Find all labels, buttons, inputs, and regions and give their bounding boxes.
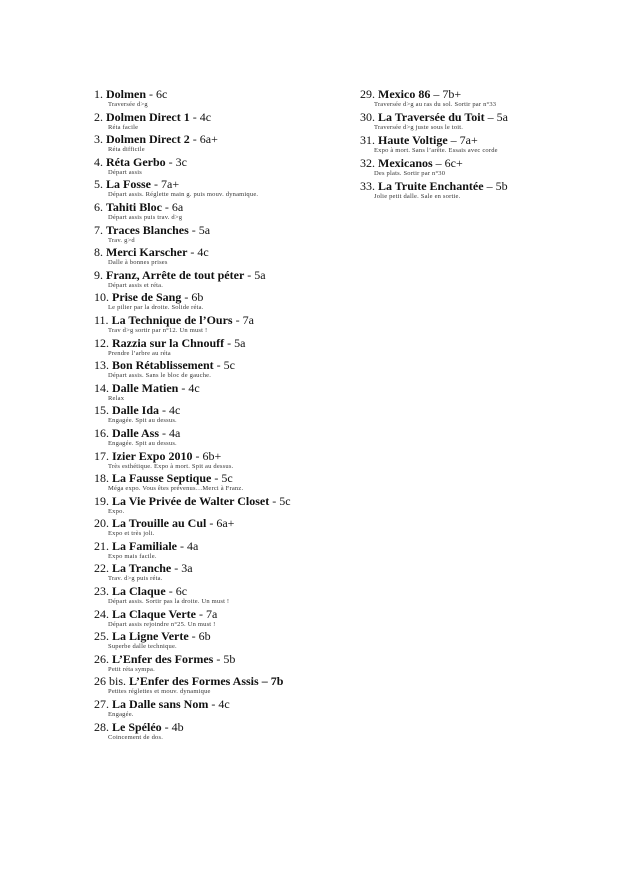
route-description: Superbe dalle technique. (108, 643, 177, 651)
route-separator: – (483, 179, 496, 193)
route-heading (94, 427, 344, 439)
route-grade: 7a (242, 312, 254, 327)
route-number: 32. (360, 156, 375, 170)
route-number: 22. (94, 561, 109, 576)
route-name: La Fausse Septique (112, 471, 212, 486)
route-heading (94, 382, 344, 394)
route-number: 28. (94, 719, 109, 734)
route-grade: 5a (496, 110, 508, 124)
route-heading (94, 404, 344, 416)
route-separator: - (161, 719, 172, 734)
route-name: Traces Blanches (106, 222, 189, 237)
route-heading (94, 178, 344, 190)
route-description: Relax (108, 394, 125, 402)
route-heading (94, 88, 344, 100)
route-heading (94, 224, 344, 236)
route-entry (94, 562, 344, 585)
route-number: 6. (94, 199, 103, 214)
route-entry (94, 291, 344, 314)
route-name: Franz, Arrête de tout péter (106, 267, 245, 282)
route-entry (94, 630, 344, 653)
route-name: La Traversée du Toit (378, 110, 485, 124)
route-name: La Trouille au Cul (112, 516, 207, 531)
route-description: Coincement de dos. (108, 733, 164, 741)
route-grade: 4c (218, 697, 230, 712)
route-heading (94, 337, 344, 349)
route-separator: - (232, 312, 243, 327)
route-name: Merci Karscher (106, 245, 188, 260)
route-number: 21. (94, 538, 109, 553)
route-name: Réta Gerbo (106, 154, 166, 169)
route-number: 16. (94, 425, 109, 440)
route-grade: 4a (169, 425, 181, 440)
route-entry (94, 450, 344, 473)
route-entry (94, 495, 344, 518)
route-grade: 6a (171, 199, 184, 214)
route-separator: - (211, 471, 222, 486)
route-separator: - (224, 335, 235, 350)
route-number: 30. (360, 110, 375, 124)
route-grade: 6a+ (216, 516, 235, 531)
route-grade: 7a+ (161, 177, 180, 192)
route-description: Engagée. (108, 711, 134, 719)
route-entry (94, 156, 344, 179)
route-name: L’Enfer des Formes Assis – 7b (129, 674, 284, 689)
route-separator: - (171, 561, 182, 576)
route-name: Tahiti Bloc (106, 199, 162, 214)
route-entry (94, 133, 344, 156)
route-grade: 4c (188, 380, 200, 395)
route-number: 17. (94, 448, 109, 463)
route-number: 24. (94, 606, 109, 621)
route-heading (94, 472, 344, 484)
route-heading (94, 314, 344, 326)
route-grade: 4c (197, 245, 209, 260)
route-name: Le Spéléo (112, 719, 162, 734)
route-description: Des plats. Sortir par n°30 (374, 170, 446, 177)
route-entry (360, 157, 560, 180)
route-entry (94, 224, 344, 247)
route-description: Très esthétique. Expo à mort. Spit au dessus. (108, 462, 234, 470)
route-name: Dalle Ass (112, 425, 160, 440)
route-heading (94, 721, 344, 733)
route-description: Départ assis. Sans le bloc de gauche. (108, 372, 212, 380)
route-number: 33. (360, 179, 375, 193)
route-grade: 6b (198, 629, 211, 644)
route-grade: 6c (175, 584, 188, 599)
route-name: L’Enfer des Formes (112, 651, 214, 666)
route-grade: 5c (279, 493, 291, 508)
route-heading (94, 675, 344, 687)
route-list-right (360, 88, 560, 203)
route-separator: - (146, 87, 156, 101)
route-description: Départ assis (108, 168, 142, 176)
route-heading (94, 450, 344, 462)
route-entry (94, 201, 344, 224)
route-number: 11. (94, 312, 109, 327)
route-heading (94, 291, 344, 303)
route-grade: 3c (175, 154, 187, 169)
route-name: Haute Voltige (378, 133, 448, 147)
route-name: Dolmen Direct 1 (106, 109, 190, 124)
route-entry (94, 540, 344, 563)
route-number: 18. (94, 471, 109, 486)
route-description: Trav. d>g puis réta. (108, 575, 163, 583)
route-grade: 3a (181, 561, 193, 576)
route-separator: - (213, 651, 224, 666)
route-grade: 5c (221, 471, 233, 486)
route-name: Izier Expo 2010 (112, 448, 193, 463)
route-description: Expo. (108, 507, 125, 515)
route-separator: - (188, 222, 199, 237)
route-name: La Vie Privée de Walter Closet (112, 493, 270, 508)
route-name: La Claque (112, 584, 166, 599)
route-number: 2. (94, 109, 103, 124)
route-number: 3. (94, 132, 103, 147)
route-heading (94, 585, 344, 597)
route-number: 20. (94, 516, 109, 531)
route-grade: 4c (169, 403, 181, 418)
route-grade: 7b+ (442, 87, 462, 101)
route-grade: 5a (254, 267, 266, 282)
route-separator: – (484, 110, 497, 124)
route-grade: 5c (223, 358, 235, 373)
route-separator: - (192, 448, 203, 463)
route-name: La Tranche (112, 561, 172, 576)
route-description: Prendre l’arbre au réta (108, 349, 171, 357)
route-number: 12. (94, 335, 109, 350)
route-separator: - (206, 516, 217, 531)
route-grade: 7a (206, 606, 218, 621)
route-separator: - (165, 584, 176, 599)
route-heading (360, 111, 560, 123)
route-separator: - (189, 132, 200, 147)
route-name: La Dalle sans Nom (112, 697, 209, 712)
route-heading (94, 246, 344, 258)
route-separator: - (159, 403, 170, 418)
route-separator: - (151, 177, 161, 192)
route-separator: - (187, 245, 198, 260)
route-grade: 4a (187, 538, 199, 553)
route-description: Jolie petit dalle. Sale en sortie. (374, 193, 461, 200)
route-description: Expo et très joli. (108, 530, 155, 538)
route-name: La Technique de l’Ours (111, 312, 233, 327)
route-separator: - (208, 697, 219, 712)
route-entry (94, 111, 344, 134)
route-entry (94, 404, 344, 427)
route-number: 9. (94, 267, 103, 282)
route-entry (94, 337, 344, 360)
route-number: 29. (360, 87, 375, 101)
route-entry (94, 382, 344, 405)
route-heading (94, 562, 344, 574)
route-entry (94, 178, 344, 201)
route-name: Dolmen Direct 2 (106, 132, 190, 147)
route-description: Réta difficile (108, 146, 145, 154)
route-entry (94, 585, 344, 608)
route-number: 7. (94, 222, 103, 237)
route-grade: 7a+ (459, 133, 478, 147)
route-number: 31. (360, 133, 375, 147)
route-separator: - (178, 380, 189, 395)
route-separator: - (213, 358, 224, 373)
route-heading (360, 88, 560, 100)
route-description: Réta facile (108, 123, 139, 131)
route-separator: - (188, 629, 199, 644)
route-separator: - (159, 425, 170, 440)
route-entry (94, 427, 344, 450)
route-entry (94, 269, 344, 292)
route-separator: - (244, 267, 255, 282)
route-description: Départ assis rejoindre n°25. Un must ! (108, 620, 216, 628)
route-number: 26. (94, 651, 109, 666)
route-description: Dalle à bonnes prises (108, 259, 168, 267)
route-grade: 5a (198, 222, 211, 237)
route-separator: - (177, 538, 187, 553)
route-separator: - (181, 290, 192, 305)
route-name: Razzia sur la Chnouff (112, 335, 225, 350)
route-name: La Fosse (106, 177, 151, 192)
route-number: 19. (94, 493, 109, 508)
route-grade: 4c (199, 109, 212, 124)
route-entry (360, 88, 560, 111)
route-separator: – (447, 133, 460, 147)
route-heading (94, 517, 344, 529)
route-heading (94, 630, 344, 642)
route-entry (94, 653, 344, 676)
route-description: Petit réta sympa. (108, 665, 155, 673)
route-description: Départ assis puis trav. d>g (108, 213, 183, 221)
route-number: 8. (94, 245, 103, 260)
route-grade: 5b (495, 179, 508, 193)
route-entry (94, 246, 344, 269)
route-description: Trav d>g sortir par n°12. Un must ! (108, 326, 208, 334)
route-name: Dolmen (106, 87, 146, 101)
route-description: Départ assis. Sortir pas la droite. Un must ! (108, 598, 230, 606)
route-name: Dalle Matien (112, 380, 179, 395)
route-number: 5. (94, 177, 103, 192)
route-description: Expo à mort. Sans l’arête. Essais avec corde (374, 147, 498, 154)
route-description: Trav. g>d (108, 236, 135, 244)
route-number: 15. (94, 403, 109, 418)
route-number: 27. (94, 697, 109, 712)
route-name: Mexicanos (378, 156, 433, 170)
route-name: Prise de Sang (112, 290, 182, 305)
route-entry (360, 111, 560, 134)
route-entry (360, 180, 560, 203)
route-separator: - (189, 109, 200, 124)
route-heading (94, 608, 344, 620)
route-number: 13. (94, 358, 109, 373)
route-number: 4. (94, 154, 103, 169)
route-name: La Claque Verte (112, 606, 196, 621)
route-heading (94, 133, 344, 145)
route-separator: - (161, 199, 172, 214)
route-name: Bon Rétablissement (112, 358, 214, 373)
route-number: 23. (94, 584, 109, 599)
route-name: La Ligne Verte (112, 629, 189, 644)
route-heading (94, 269, 344, 281)
route-entry (94, 359, 344, 382)
route-separator: - (165, 154, 176, 169)
route-heading (360, 157, 560, 169)
route-name: La Truite Enchantée (378, 179, 484, 193)
route-separator: - (196, 606, 206, 621)
route-grade: 4b (171, 719, 184, 734)
route-description: Engagée. Spit au dessus. (108, 417, 177, 425)
route-description: Traversée d>g au ras du sol. Sortir par n°33 (374, 101, 497, 108)
route-heading (94, 359, 344, 371)
route-entry (94, 608, 344, 631)
route-entry (94, 314, 344, 337)
route-entry (94, 721, 344, 744)
route-name: Mexico 86 (378, 87, 431, 101)
route-description: Le pilier par la droite. Solide réta. (108, 304, 204, 312)
route-name: Dalle Ida (112, 403, 160, 418)
route-entry (94, 675, 344, 698)
route-grade: 6b (191, 290, 204, 305)
route-heading (94, 698, 344, 710)
route-heading (94, 201, 344, 213)
route-heading (94, 156, 344, 168)
route-description: Méga expo. Vous êtes prévenus…Merci à Franz. (108, 485, 244, 493)
route-heading (94, 495, 344, 507)
route-entry (94, 698, 344, 721)
route-heading (94, 111, 344, 123)
route-grade: 5a (234, 335, 246, 350)
route-description: Traversée d>g (108, 101, 148, 108)
route-heading (94, 653, 344, 665)
route-number: 10. (94, 290, 109, 305)
route-grade: 6c+ (444, 156, 463, 170)
route-description: Départ assis et réta. (108, 281, 164, 289)
route-entry (94, 472, 344, 495)
route-description: Traversée d>g juste sous le toit. (374, 124, 464, 131)
route-number: 26 bis. (94, 674, 127, 689)
route-grade: 5b (223, 651, 236, 666)
route-grade: 6c (156, 87, 168, 101)
route-separator: – (432, 156, 445, 170)
route-name: La Familiale (112, 538, 177, 553)
route-heading (94, 540, 344, 552)
route-entry (360, 134, 560, 157)
route-heading (360, 180, 560, 192)
route-number: 1. (94, 87, 103, 101)
route-grade: 6b+ (202, 448, 222, 463)
route-entry (94, 88, 344, 111)
route-heading (360, 134, 560, 146)
route-separator: - (269, 493, 280, 508)
route-description: Départ assis. Réglette main g. puis mouv. dynamique. (108, 191, 259, 199)
route-grade: 6a+ (199, 132, 218, 147)
route-list-left (94, 88, 344, 743)
route-description: Engagée. Spit au dessus. (108, 439, 177, 447)
route-number: 14. (94, 380, 109, 395)
route-number: 25. (94, 629, 109, 644)
route-description: Petites réglettes et mouv. dynamique (108, 688, 211, 696)
route-separator: – (430, 87, 443, 101)
route-description: Expo mais facile. (108, 552, 157, 560)
route-entry (94, 517, 344, 540)
